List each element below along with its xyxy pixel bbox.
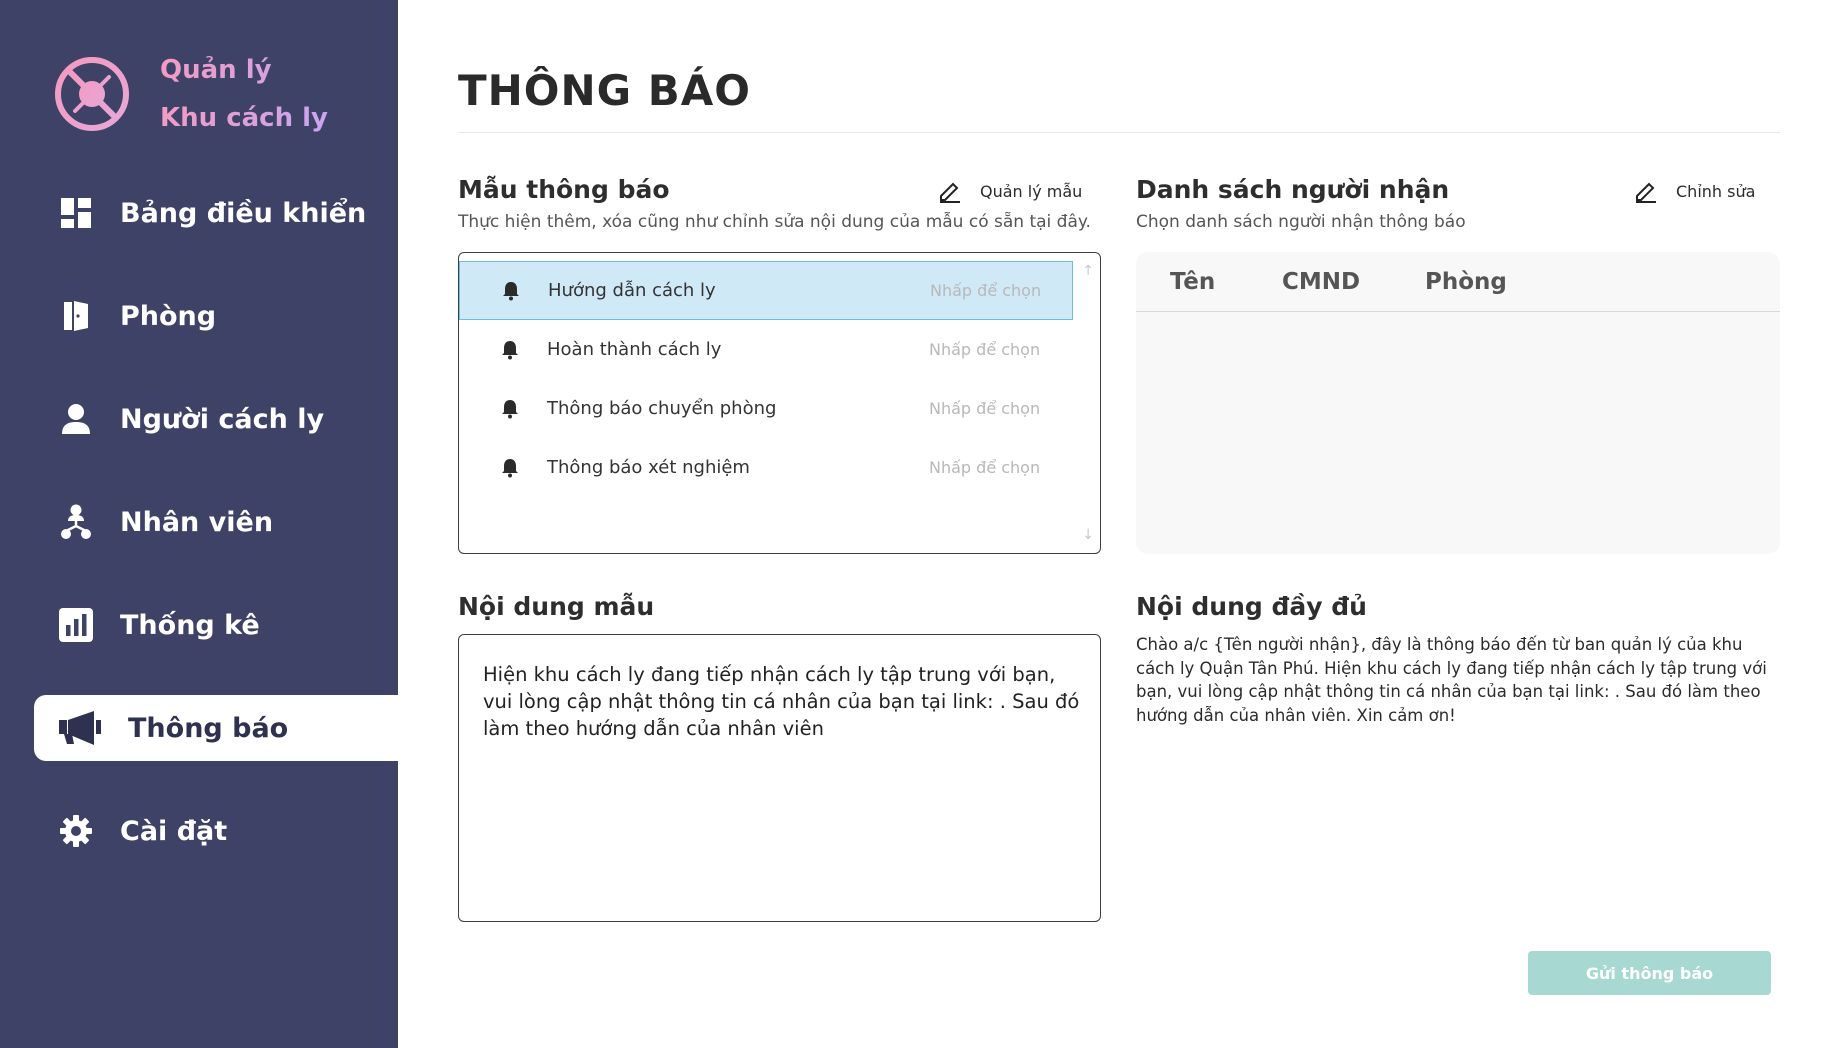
- column-header-room: Phòng: [1425, 268, 1507, 295]
- sidebar-item-label: Phòng: [120, 300, 217, 332]
- sidebar-item-label: Người cách ly: [120, 403, 325, 435]
- sidebar-item-dashboard[interactable]: [0, 180, 398, 246]
- templates-subtitle: Thực hiện thêm, xóa cũng như chỉnh sửa nội dung của mẫu có sẵn tại đây.: [458, 212, 1091, 232]
- megaphone-icon: [58, 710, 102, 746]
- edit-recipients-label: Chỉnh sửa: [1676, 181, 1756, 201]
- dashboard-icon: [58, 195, 94, 231]
- sidebar-item-quarantined[interactable]: [0, 386, 398, 452]
- bell-icon: [501, 458, 519, 478]
- template-list[interactable]: [458, 252, 1101, 554]
- recipients-title: Danh sách người nhận: [1136, 175, 1450, 204]
- sidebar-item-label: Bảng điều khiển: [120, 197, 367, 229]
- list-item[interactable]: [459, 438, 1073, 497]
- brand-line1: Quản lý: [160, 55, 272, 85]
- brand-name: [160, 46, 328, 142]
- template-hint: Nhấp để chọn: [930, 281, 1042, 300]
- sidebar-item-label: Cài đặt: [120, 815, 228, 847]
- send-notification-button[interactable]: Gửi thông báo: [1528, 951, 1771, 995]
- sidebar-item-label: Nhân viên: [120, 506, 274, 538]
- template-label: Hoàn thành cách ly: [547, 339, 722, 360]
- bell-icon: [501, 340, 519, 360]
- room-icon: [58, 298, 94, 334]
- sidebar-nav: [0, 180, 398, 901]
- bell-icon: [501, 399, 519, 419]
- list-item[interactable]: [459, 379, 1073, 438]
- sidebar-item-statistics[interactable]: [0, 592, 398, 658]
- full-content-text: Chào a/c {Tên người nhận}, đây là thông báo đến từ ban quản lý của khu cách ly Quận Tân Phú. Hiện khu cách ly đang tiếp nhận cách ly tập trung với bạn, vui lòng cập nhật thông tin cá nhân của bạn tại link: . Sau đó làm theo hướng dẫn của nhân viên. Xin cảm ơn!: [1136, 635, 1767, 725]
- brand-line2: Khu cách ly: [160, 103, 329, 133]
- sidebar-item-settings[interactable]: [0, 798, 398, 864]
- table-header: [1136, 252, 1780, 312]
- scroll-down-arrow-icon[interactable]: ↓: [1082, 527, 1094, 543]
- template-label: Thông báo xét nghiệm: [547, 457, 750, 478]
- recipients-table: [1136, 252, 1780, 554]
- sidebar-item-notifications[interactable]: [34, 695, 398, 761]
- sidebar: [0, 0, 398, 1048]
- bell-icon: [502, 281, 520, 301]
- brand: [54, 46, 328, 142]
- sidebar-item-label: Thông báo: [128, 712, 289, 744]
- sidebar-item-rooms[interactable]: [0, 283, 398, 349]
- bar-chart-icon: [58, 607, 94, 643]
- edit-recipients-button[interactable]: [1634, 179, 1755, 203]
- sidebar-item-label: Thống kê: [120, 609, 260, 641]
- page-title: THÔNG BÁO: [458, 66, 751, 115]
- manage-templates-button[interactable]: [938, 179, 1082, 203]
- template-label: Thông báo chuyển phòng: [547, 398, 777, 419]
- template-hint: Nhấp để chọn: [929, 458, 1041, 477]
- full-content-title: Nội dung đầy đủ: [1136, 592, 1367, 621]
- list-item[interactable]: [459, 261, 1073, 320]
- list-item[interactable]: [459, 320, 1073, 379]
- templates-title: Mẫu thông báo: [458, 175, 670, 204]
- template-hint: Nhấp để chọn: [929, 340, 1041, 359]
- title-divider: [458, 132, 1780, 133]
- scroll-up-arrow-icon[interactable]: ↑: [1082, 263, 1094, 279]
- staff-icon: [58, 504, 94, 540]
- column-header-name: Tên: [1170, 268, 1216, 295]
- recipients-subtitle: Chọn danh sách người nhận thông báo: [1136, 212, 1466, 232]
- template-content-textarea[interactable]: Hiện khu cách ly đang tiếp nhận cách ly tập trung với bạn, vui lòng cập nhật thông tin cá nhân của bạn tại link: . Sau đó làm theo hướng dẫn của nhân viên: [458, 634, 1101, 922]
- virus-blocked-icon: [54, 56, 130, 132]
- column-header-id: CMND: [1282, 268, 1361, 295]
- pencil-icon: [938, 179, 962, 203]
- gear-icon: [58, 813, 94, 849]
- person-icon: [58, 401, 94, 437]
- sidebar-item-staff[interactable]: [0, 489, 398, 555]
- template-hint: Nhấp để chọn: [929, 399, 1041, 418]
- template-label: Hướng dẫn cách ly: [548, 280, 716, 301]
- pencil-icon: [1634, 179, 1658, 203]
- template-content-title: Nội dung mẫu: [458, 592, 655, 621]
- manage-templates-label: Quản lý mẫu: [980, 181, 1083, 201]
